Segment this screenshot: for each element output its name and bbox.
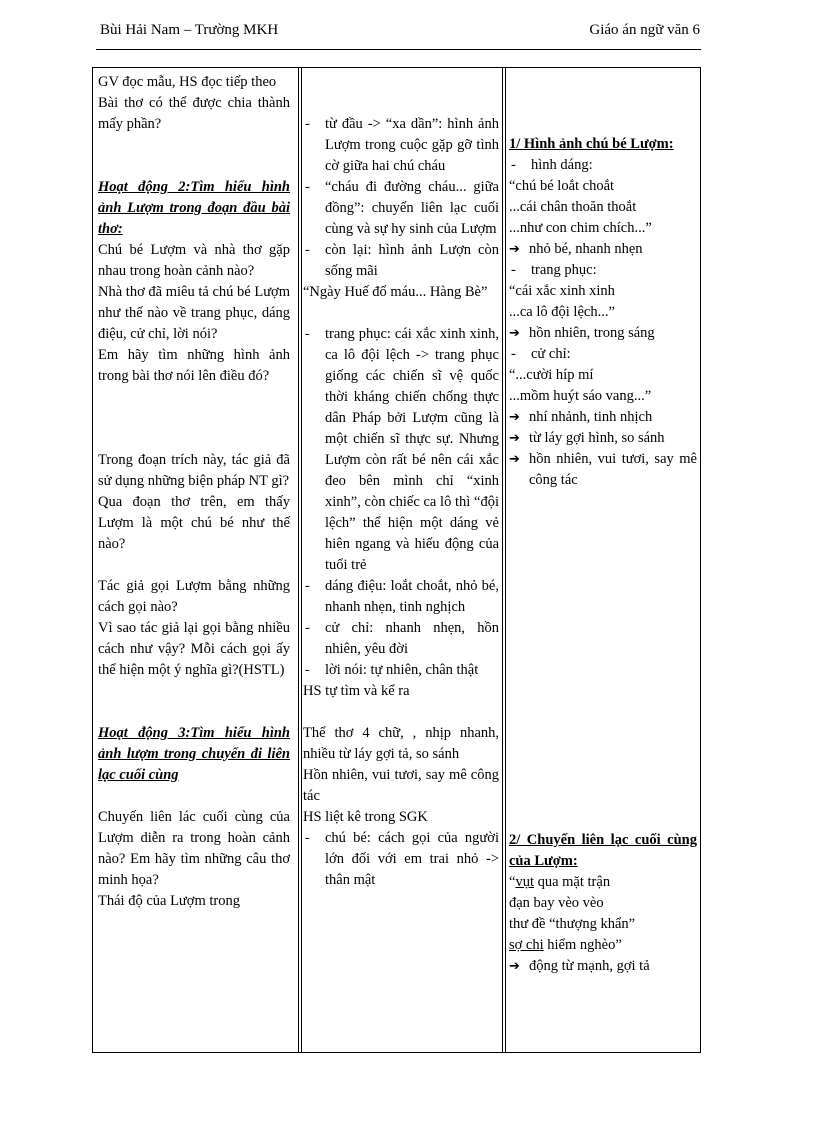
arrow-item: ➔ hồn nhiên, trong sáng [509,323,697,344]
arrow-item: ➔ nhí nhảnh, tinh nhịch [509,407,697,428]
arrow-item: ➔ hồn nhiên, vui tươi, say mê công tác [509,449,697,491]
dash-item: - cử chỉ: [509,344,697,365]
paragraph: HS liệt kê trong SGK [303,809,428,825]
verse-line: “chú bé loắt choắt [509,178,615,194]
dash-item: - hình dáng: [509,155,697,176]
paragraph: GV đọc mẫu, HS đọc tiếp theo [98,74,277,90]
verse-line: ...mồm huýt sáo vang...” [509,388,652,404]
question: Trong đoạn trích này, tác giả đã sử dụng những biện pháp NT gì? [98,452,290,489]
header-left: Bùi Hải Nam – Trường MKH [100,22,279,38]
column-divider [298,68,299,1052]
section-heading: 1/ Hình ảnh chú bé Lượm: [509,136,674,152]
question: Qua đoạn thơ trên, em thấy Lượm là một chú bé như thế nào? [98,494,290,552]
question: Nhà thơ đã miêu tả chú bé Lượm như thế nào về trang phục, dáng điệu, cử chỉ, lời nói? [98,284,290,342]
header-divider [96,49,701,50]
question: Vì sao tác giả lại gọi bằng nhiều cách như vậy? Mỗi cách gọi ấy thể hiện một ý nghĩa gì?(HSTL) [98,620,290,678]
dash-item: - “cháu đi đường cháu... giữa đồng”: chuyến liên lạc cuối cùng và sự hy sinh của Lượm [303,177,499,240]
question: Tác giả gọi Lượm bằng những cách gọi nào? [98,578,290,615]
column-divider [502,68,503,1052]
emphasis-word: sợ chi [509,937,544,953]
section-heading: 2/ Chuyến liên lạc cuối cùng của Lượm: [509,832,697,869]
verse-line: ...như con chim chích...” [509,220,652,236]
lesson-table [92,67,701,1053]
column-divider [505,68,506,1052]
dash-item: - cử chỉ: nhanh nhẹn, hồn nhiên, yêu đời [303,618,499,660]
dash-item: - lời nói: tự nhiên, chân thật [303,660,499,681]
question: Em hãy tìm những hình ảnh trong bài thơ nói lên điều đó? [98,347,290,384]
paragraph: Hồn nhiên, vui tươi, say mê công tác [303,767,499,804]
teacher-column [98,72,290,912]
verse-rest: hiểm nghèo” [543,937,622,953]
dash-item: - trang phục: [509,260,697,281]
content-column [509,134,697,491]
verse-rest: qua mặt trận [533,874,611,890]
activity-heading: Hoạt động 3:Tìm hiểu hình ảnh lượm trong chuyến đi liên lạc cuối cùng [98,725,290,783]
verse-line: ...cái chân thoăn thoắt [509,199,637,215]
question: Chuyến liên lác cuối cùng của Lượm diễn ra trong hoàn cảnh nào? Em hãy tìm những câu thơ minh họa? [98,809,290,888]
quote-mark: “ [509,874,516,890]
dash-item: - chú bé: cách gọi của người lớn đối với em trai nhỏ -> thân mật [303,828,499,891]
verse-line: “...cười híp mí [509,367,594,383]
verse-line: ...ca lô đội lệch...” [509,304,615,320]
dash-item: - trang phục: cái xắc xinh xinh, ca lô đội lệch -> trang phục giống các chiến sĩ vệ quốc thời kháng chiến chống thực dân Pháp bởi Lượm cũng là một chiến sĩ thực sự. Nhưng Lượm còn rất bé nên cái xắc đeo bên mình chỉ “xinh xinh”, còn chiếc ca lô thì “đội lệch” thể hiện một dáng vẻ hiên ngang và hiếu động của tuổi trẻ [303,324,499,576]
student-column [303,114,499,891]
paragraph: Bài thơ có thể được chia thành mấy phần? [98,95,290,132]
question: Thái độ của Lượm trong [98,893,240,909]
paragraph: Thể thơ 4 chữ, , nhịp nhanh, nhiều từ láy gợi tả, so sánh [303,725,499,762]
paragraph: HS tự tìm và kể ra [303,683,410,699]
verse-line: đạn bay vèo vèo [509,895,604,911]
arrow-item: ➔ động từ mạnh, gợi tả [509,956,697,977]
dash-item: - dáng điệu: loắt choắt, nhỏ bé, nhanh nhẹn, tinh nghịch [303,576,499,618]
content-column-2 [509,830,697,977]
verse-line: thư đề “thượng khẩn” [509,916,636,932]
arrow-item: ➔ nhỏ bé, nhanh nhẹn [509,239,697,260]
verse-line [509,872,697,893]
question: Chú bé Lượm và nhà thơ gặp nhau trong hoàn cảnh nào? [98,242,290,279]
emphasis-word: vụt [515,874,534,890]
arrow-item: ➔ từ láy gợi hình, so sánh [509,428,697,449]
verse-line: “cái xắc xinh xinh [509,283,615,299]
verse-line [509,935,697,956]
dash-item: - từ đầu -> “xa dần”: hình ảnh Lượm trong cuộc gặp gỡ tình cờ giữa hai chú cháu [303,114,499,177]
dash-item: - còn lại: hình ảnh Lượn còn sống mãi [303,240,499,282]
activity-heading: Hoạt động 2:Tìm hiểu hình ảnh Lượm trong đoạn đầu bài thơ: [98,179,290,237]
header-right: Giáo án ngữ văn 6 [589,22,700,38]
column-divider [301,68,302,1052]
quote: “Ngày Huế đổ máu... Hàng Bè” [303,284,488,300]
